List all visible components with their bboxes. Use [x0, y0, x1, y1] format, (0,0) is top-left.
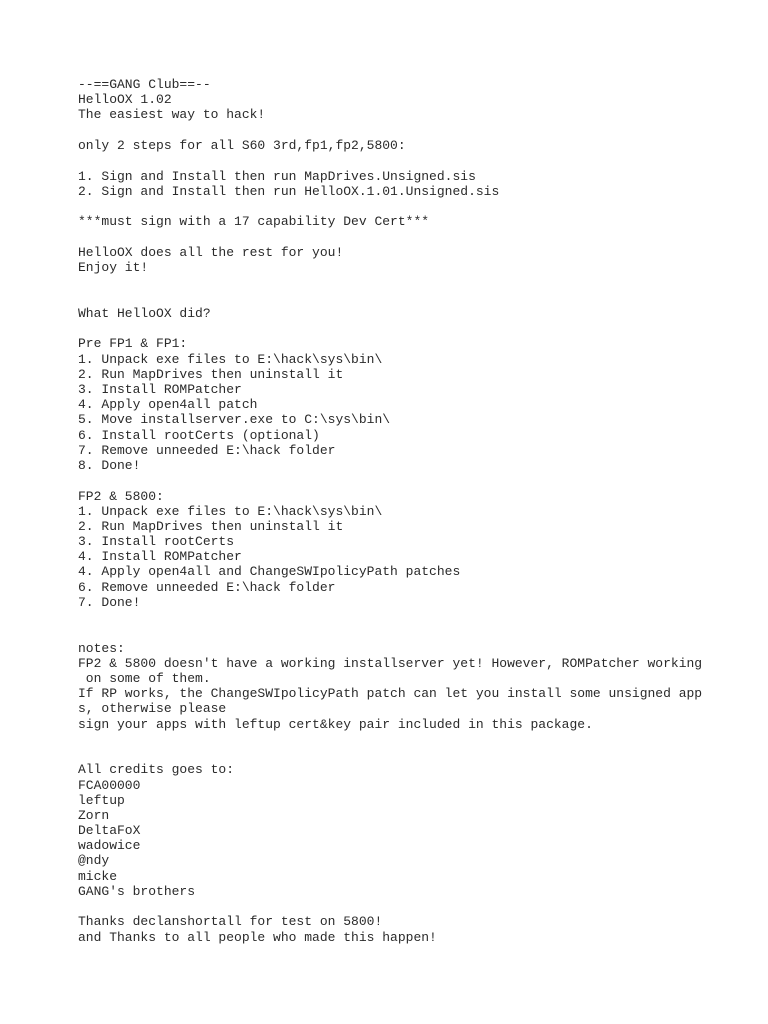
credit-name: Zorn [78, 807, 110, 823]
notes-section [78, 641, 758, 732]
section-heading: What HelloOX did? [78, 305, 211, 321]
list-item: 2. Run MapDrives then uninstall it [78, 518, 344, 534]
steps-list [78, 169, 758, 199]
note-line: If RP works, the ChangeSWIpolicyPath patch can let you install some unsigned app [78, 686, 703, 702]
thanks-line: and Thanks to all people who made this happen! [78, 929, 437, 945]
fp2-section [78, 489, 758, 611]
note-line: sign your apps with leftup cert&key pair included in this package. [78, 716, 593, 732]
credit-name: wadowice [78, 838, 141, 854]
section-heading: notes: [78, 640, 125, 656]
document-title: --==GANG Club==-- [78, 77, 211, 92]
list-item: 3. Install ROMPatcher [78, 381, 242, 397]
credits-section [78, 762, 758, 899]
list-item: 8. Done! [78, 457, 141, 473]
list-item: 2. Run MapDrives then uninstall it [78, 366, 344, 382]
list-item: 6. Remove unneeded E:\hack folder [78, 579, 336, 595]
section-heading: Pre FP1 & FP1: [78, 336, 188, 352]
list-item: 6. Install rootCerts (optional) [78, 427, 320, 443]
tagline: The easiest way to hack! [78, 107, 266, 123]
credit-name: leftup [78, 792, 125, 808]
warning-block [78, 214, 758, 229]
list-item: 4. Apply open4all patch [78, 397, 258, 413]
warning-text: ***must sign with a 17 capability Dev Cert*** [78, 214, 430, 230]
note-line: s, otherwise please [78, 701, 227, 717]
closing-line: HelloOX does all the rest for you! [78, 244, 344, 260]
closing-block [78, 245, 758, 275]
list-item: 1. Unpack exe files to E:\hack\sys\bin\ [78, 503, 383, 519]
list-item: 1. Unpack exe files to E:\hack\sys\bin\ [78, 351, 383, 367]
thanks-line: Thanks declanshortall for test on 5800! [78, 914, 383, 930]
closing-line: Enjoy it! [78, 260, 149, 276]
list-item: 4. Apply open4all and ChangeSWIpolicyPath patches [78, 564, 461, 580]
credit-name: micke [78, 868, 118, 884]
intro-line: only 2 steps for all S60 3rd,fp1,fp2,5800: [78, 137, 406, 153]
section-heading: All credits goes to: [78, 762, 235, 778]
list-item: 5. Move installserver.exe to C:\sys\bin\ [78, 412, 391, 428]
note-line: on some of them. [78, 670, 211, 686]
list-item: 4. Install ROMPatcher [78, 549, 242, 565]
thanks-section [78, 914, 758, 944]
credit-name: FCA00000 [78, 777, 141, 793]
list-item: 7. Done! [78, 594, 141, 610]
credit-name: DeltaFoX [78, 823, 141, 839]
step-item: 1. Sign and Install then run MapDrives.Unsigned.sis [78, 168, 476, 184]
credit-name: @ndy [78, 853, 110, 869]
list-item: 3. Install rootCerts [78, 534, 235, 550]
app-version: HelloOX 1.02 [78, 92, 172, 108]
header-block [78, 77, 758, 123]
credit-name: GANG's brothers [78, 883, 196, 899]
intro-block [78, 138, 758, 153]
section-heading: FP2 & 5800: [78, 488, 164, 504]
step-item: 2. Sign and Install then run HelloOX.1.01.Unsigned.sis [78, 183, 500, 199]
pre-fp1-section [78, 336, 758, 473]
note-line: FP2 & 5800 doesn't have a working installserver yet! However, ROMPatcher working [78, 655, 703, 671]
what-did-block [78, 306, 758, 321]
readme-document [78, 77, 758, 945]
list-item: 7. Remove unneeded E:\hack folder [78, 442, 336, 458]
